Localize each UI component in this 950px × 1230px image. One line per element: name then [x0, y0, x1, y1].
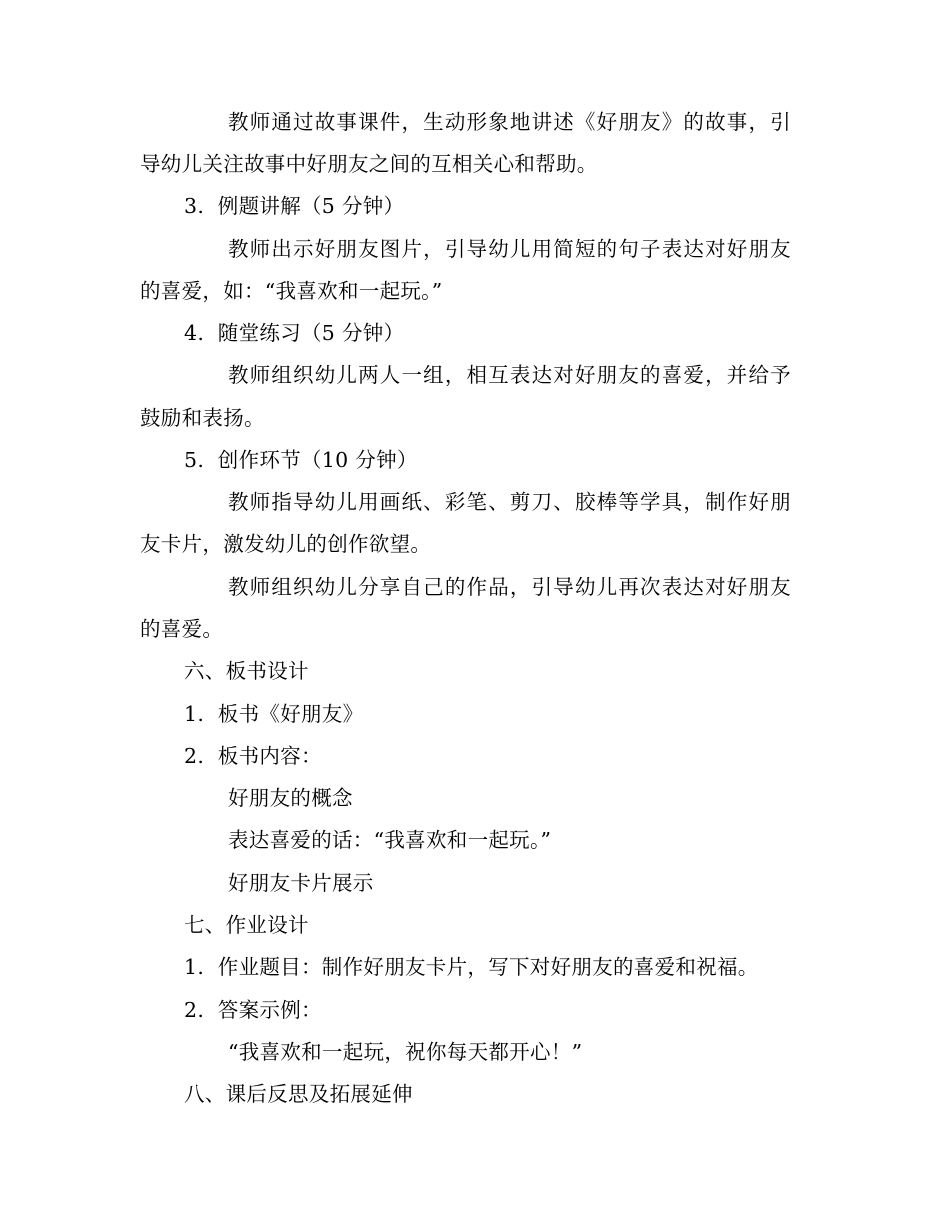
paragraph-line: 教师通过故事课件，生动形象地讲述《好朋友》的故事，引	[228, 110, 791, 134]
board-content-line: 好朋友的概念	[228, 786, 353, 810]
list-item: 2. 答案示例：	[184, 998, 322, 1022]
section-heading: 3. 例题讲解（5 分钟）	[184, 194, 405, 218]
list-item: 1. 板书《好朋友》	[184, 702, 364, 726]
section-title: 八、课后反思及拓展延伸	[184, 1082, 413, 1106]
paragraph-line: 教师出示好朋友图片，引导幼儿用简短的句子表达对好朋友	[228, 237, 791, 261]
paragraph-line: 鼓励和表扬。	[140, 406, 265, 430]
paragraph-line: 的喜爱，如：“我喜欢和一起玩。”	[140, 279, 443, 303]
paragraph-line: 教师指导幼儿用画纸、彩笔、剪刀、胶棒等学具，制作好朋	[228, 490, 791, 514]
paragraph-line: 教师组织幼儿两人一组，相互表达对好朋友的喜爱，并给予	[228, 363, 791, 387]
paragraph-line: 教师组织幼儿分享自己的作品，引导幼儿再次表达对好朋友	[228, 575, 791, 599]
list-item: 2. 板书内容：	[184, 744, 322, 768]
section-heading: 4. 随堂练习（5 分钟）	[184, 321, 405, 345]
board-content-line: 好朋友卡片展示	[228, 871, 374, 895]
list-item: 1. 作业题目：制作好朋友卡片，写下对好朋友的喜爱和祝福。	[184, 955, 759, 979]
section-heading: 5. 创作环节（10 分钟）	[184, 448, 418, 472]
paragraph-line: 友卡片，激发幼儿的创作欲望。	[140, 532, 432, 556]
board-content-line: 表达喜爱的话：“我喜欢和一起玩。”	[228, 828, 552, 852]
paragraph-line: 导幼儿关注故事中好朋友之间的互相关心和帮助。	[140, 152, 598, 176]
section-title: 七、作业设计	[184, 913, 309, 937]
answer-example: “我喜欢和一起玩，祝你每天都开心！”	[228, 1040, 583, 1064]
section-title: 六、板书设计	[184, 659, 309, 683]
paragraph-line: 的喜爱。	[140, 617, 224, 641]
